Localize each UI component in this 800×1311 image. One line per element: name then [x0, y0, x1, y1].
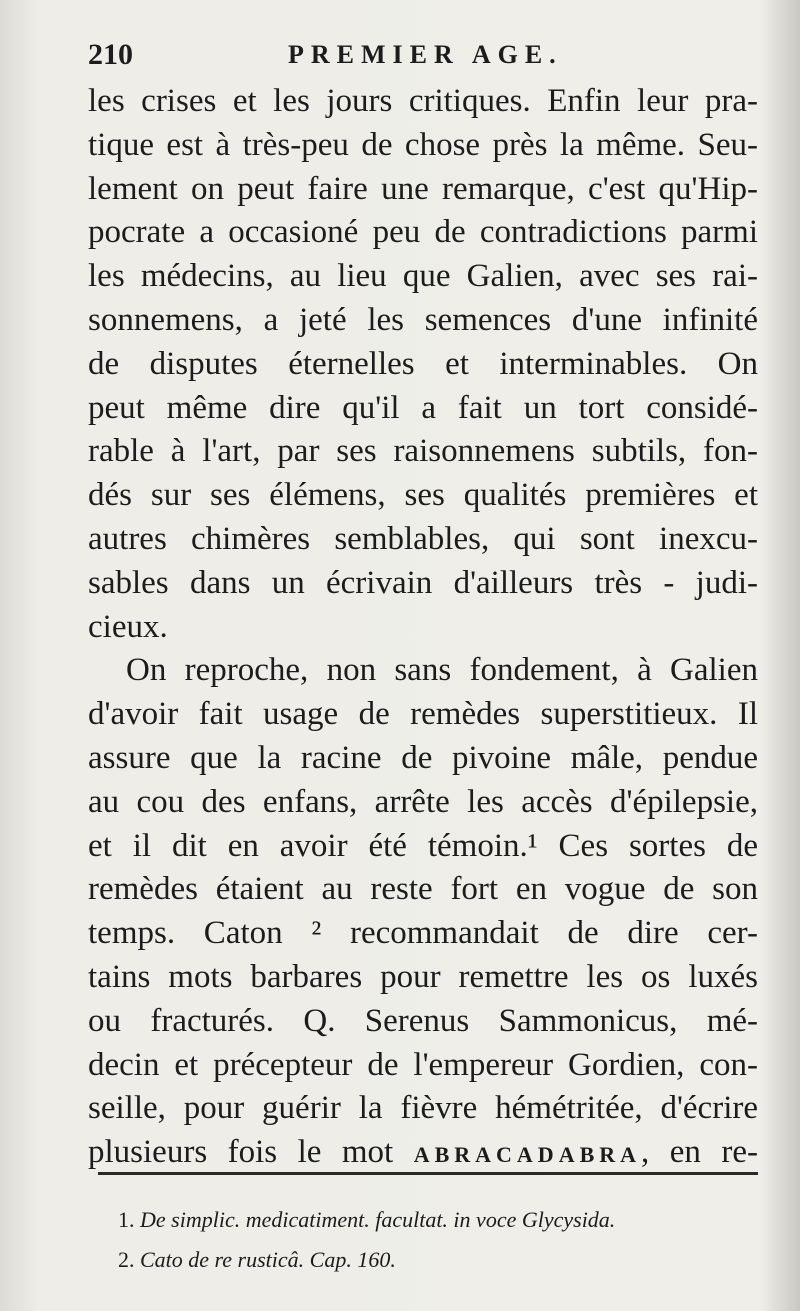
text-line: temps. Caton ² recommandait de dire cer-: [88, 915, 758, 952]
running-title: PREMIER AGE.: [288, 40, 563, 69]
text-line: au cou des enfans, arrête les accès d'épilepsie,: [88, 783, 758, 820]
text-line: assure que la racine de pivoine mâle, pendue: [88, 739, 758, 776]
text-line: d'avoir fait usage de remèdes superstitieux. Il: [88, 696, 758, 733]
text-line: decin et précepteur de l'empereur Gordien, con-: [88, 1046, 758, 1083]
text-fragment: , en re-: [641, 1134, 758, 1171]
text-line: les crises et les jours critiques. Enfin leur pra-: [88, 83, 758, 119]
smallcaps-word: ABRACADABRA: [413, 1142, 642, 1168]
text-line: ou fracturés. Q. Serenus Sammonicus, mé-: [88, 1002, 758, 1039]
footnote-number: 1.: [118, 1207, 135, 1232]
page-header: [88, 28, 748, 78]
text-line: dés sur ses élémens, ses qualités premières et: [88, 477, 758, 514]
text-line: rable à l'art, par ses raisonnemens subtils, fon-: [88, 433, 758, 470]
footnotes: [118, 1200, 758, 1280]
text-line: cieux.: [88, 608, 168, 645]
text-line: pocrate a occasioné peu de contradictions parmi: [88, 214, 758, 251]
text-line: sonnemens, a jeté les semences d'une infinité: [88, 301, 758, 338]
text-line: seille, pour guérir la fièvre hémétritée, d'écrire: [88, 1090, 758, 1127]
text-line: autres chimères semblables, qui sont inexcu-: [88, 520, 758, 557]
text-line: peut même dire qu'il a fait un tort considé-: [88, 389, 758, 426]
text-line-final: [88, 1131, 758, 1177]
text-line: tique est à très-peu de chose près la même. Seu-: [88, 126, 758, 163]
footnote-number: 2.: [118, 1247, 135, 1272]
footnote-text: De simplic. medicatiment. facultat. in voce Glycysida.: [140, 1207, 616, 1232]
footnote: [118, 1200, 758, 1240]
text-line: de disputes éternelles et interminables. On: [88, 345, 758, 382]
text-line: les médecins, au lieu que Galien, avec ses rai-: [88, 258, 758, 295]
page-number: 210: [88, 38, 133, 71]
text-line: sables dans un écrivain d'ailleurs très - judi-: [88, 564, 758, 601]
text-line: tains mots barbares pour remettre les os luxés: [88, 958, 758, 995]
text-fragment: plusieurs fois le mot: [88, 1134, 414, 1171]
body-text: [88, 80, 758, 1177]
text-line: On reproche, non sans fondement, à Galien: [126, 652, 758, 689]
footnote-rule: [98, 1172, 758, 1175]
text-line: remèdes étaient au reste fort en vogue de son: [88, 871, 758, 908]
text-line: lement on peut faire une remarque, c'est qu'Hip-: [88, 170, 758, 207]
footnote-text: Cato de re rusticâ. Cap. 160.: [140, 1247, 396, 1272]
text-line: et il dit en avoir été témoin.¹ Ces sortes de: [88, 827, 758, 864]
footnote: [118, 1240, 758, 1280]
